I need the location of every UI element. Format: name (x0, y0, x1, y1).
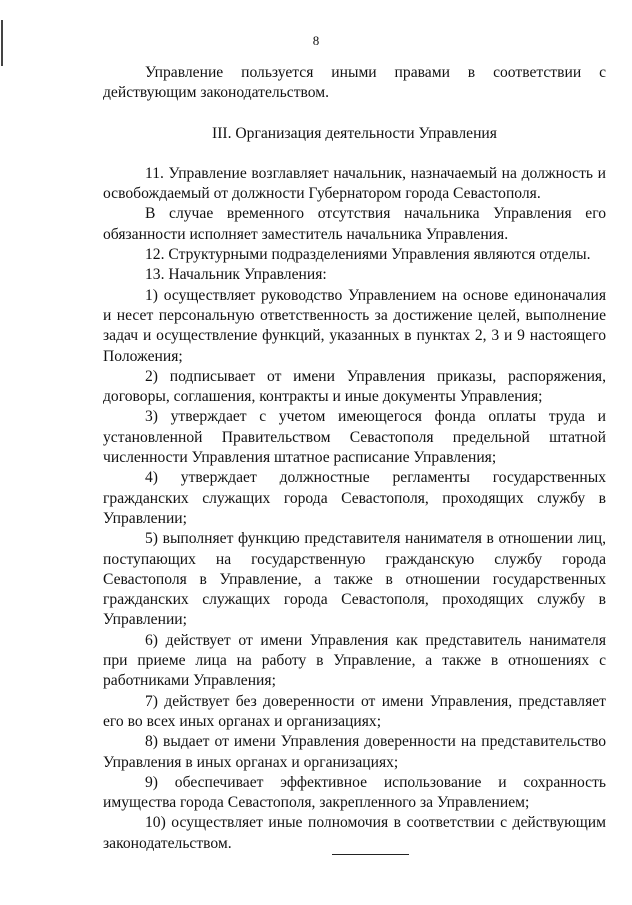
document-body (103, 63, 606, 854)
spacer (103, 144, 606, 164)
list-item-10: 10) осуществляет иные полномочия в соответствии с действующим законодательством. (103, 814, 606, 852)
paragraph-11: 11. Управление возглавляет начальник, назначаемый на должность и освобождаемый от должности Губернатором города Севастополя. (103, 164, 606, 203)
list-item-9: 9) обеспечивает эффективное использование и сохранность имущества города Севастополя, закрепленного за Управлением; (103, 773, 606, 812)
paragraph-11-deputy: В случае временного отсутствия начальника Управления его обязанности исполняет заместитель начальника Управления. (103, 205, 606, 243)
list-item-4: 4) утверждает должностные регламенты государственных гражданских служащих города Севастополя, проходящих службу в Управлении; (103, 469, 606, 527)
list-item-8: 8) выдает от имени Управления доверенности на представительство Управления в иных органах и организациях; (103, 733, 606, 771)
list-item-7: 7) действует без доверенности от имени Управления, представляет его во всех иных органах и организациях; (103, 692, 606, 730)
list-item-3: 3) утверждает с учетом имеющегося фонда оплаты труда и установленной Правительством Севастополя предельной штатной численности Управления штатное расписание Управления; (103, 408, 606, 467)
end-of-text-rule (332, 854, 409, 855)
section-heading: III. Организация деятельности Управления (212, 124, 497, 142)
paragraph-12: 12. Структурными подразделениями Управления являются отделы. (145, 246, 591, 264)
list-item-1: 1) осуществляет руководство Управлением на основе единоначалия и несет персональную ответственность за достижение целей, выполнение задач и осуществление функций, указанных в пунктах 2, 3 и 9 настоящего Положения; (103, 286, 606, 365)
paragraph-13: 13. Начальник Управления: (145, 266, 327, 284)
list-item-5: 5) выполняет функцию представителя нанимателя в отношении лиц, поступающих на государственную гражданскую службу города Севастополя в Управление, а также в отношении государственных гражданских служащих города Севастополя, проходящих службу в Управлении; (103, 530, 606, 629)
page-number: 8 (312, 33, 320, 48)
list-item-6: 6) действует от имени Управления как представитель нанимателя при приеме лица на работу в Управление, а также в отношениях с работниками Управления; (103, 631, 606, 690)
spacer (103, 104, 606, 124)
list-item-2: 2) подписывает от имени Управления приказы, распоряжения, договоры, соглашения, контракты и иные документы Управления; (103, 367, 606, 406)
paragraph-rights: Управление пользуется иными правами в соответствии с действующим законодательством. (103, 64, 606, 102)
